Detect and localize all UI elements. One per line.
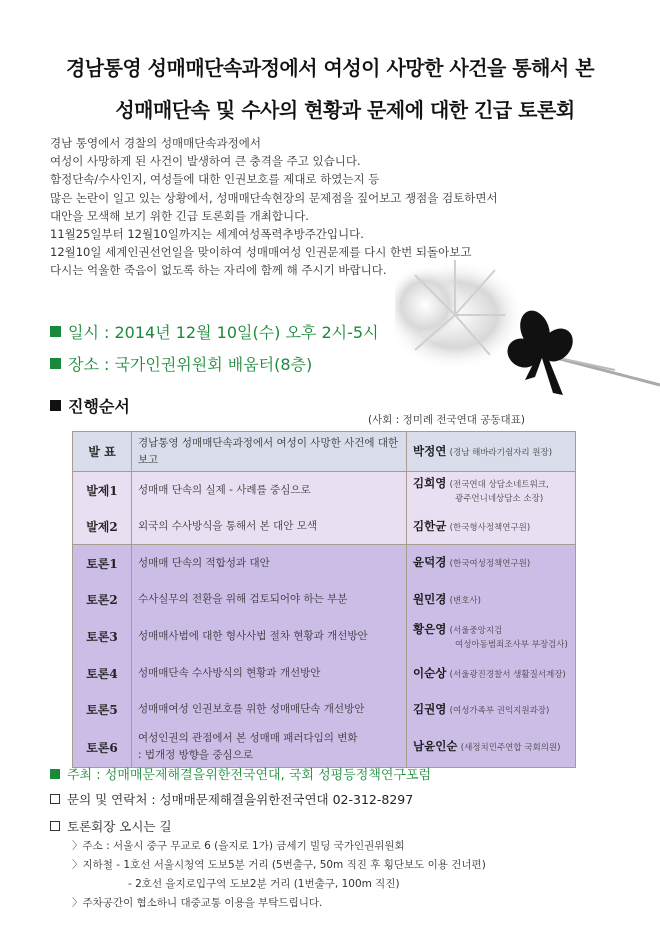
row-speaker: 윤덕경 (한국여성정책연구원) bbox=[407, 545, 576, 582]
row-speaker: 박정연 (경남 해바라기쉼자리 원장) bbox=[407, 432, 576, 472]
row-speaker: 김권영 (여성가족부 권익지원과장) bbox=[407, 692, 576, 728]
row-label: 발제2 bbox=[73, 510, 132, 545]
intro-line: 여성이 사망하게 된 사건이 발생하여 큰 충격을 주고 있습니다. bbox=[50, 154, 361, 169]
row-label: 발 표 bbox=[73, 432, 132, 472]
moderator-note: (사회 : 정미례 전국연대 공동대표) bbox=[368, 414, 525, 426]
empty-box-bullet-icon bbox=[50, 794, 60, 804]
empty-box-bullet-icon bbox=[50, 821, 60, 831]
event-date: 일시 : 2014년 12월 10일(수) 오후 2시-5시 bbox=[50, 320, 379, 343]
table-row bbox=[73, 582, 576, 618]
row-topic: 외국의 수사방식을 통해서 본 대안 모색 bbox=[132, 510, 407, 545]
intro-paragraph bbox=[50, 134, 498, 280]
row-speaker: 김희영 (전국연대 상담소네트워크, 광주언니네상담소 소장) bbox=[407, 472, 576, 510]
row-topic: 수사실무의 전환을 위해 검토되어야 하는 부분 bbox=[132, 582, 407, 618]
intro-line: 12월10일 세계인권선언일을 맞이하여 성매매여성 인권문제를 다시 한번 되돌아보고 bbox=[50, 245, 472, 260]
intro-line: 11월25일부터 12월10일까지는 세계여성폭력추방주간입니다. bbox=[50, 227, 364, 242]
green-square-bullet-icon bbox=[50, 769, 60, 779]
row-speaker: 이순상 (서울광진경찰서 생활질서계장) bbox=[407, 656, 576, 692]
title-line-2: 성매매단속 및 수사의 현황과 문제에 대한 긴급 토론회 bbox=[115, 98, 575, 122]
table-row bbox=[73, 510, 576, 545]
row-label: 토론5 bbox=[73, 692, 132, 728]
table-row bbox=[73, 432, 576, 472]
table-row bbox=[73, 728, 576, 768]
table-row bbox=[73, 545, 576, 582]
row-label: 발제1 bbox=[73, 472, 132, 510]
row-label: 토론3 bbox=[73, 618, 132, 656]
row-label: 토론6 bbox=[73, 728, 132, 768]
row-topic: 성매매사범에 대한 형사사법 절차 현황과 개선방안 bbox=[132, 618, 407, 656]
program-heading: 진행순서 bbox=[50, 394, 130, 417]
table-row bbox=[73, 472, 576, 510]
table-row bbox=[73, 656, 576, 692]
row-label: 토론4 bbox=[73, 656, 132, 692]
row-topic: 성매매여성 인권보호를 위한 성매매단속 개선방안 bbox=[132, 692, 407, 728]
title-line-1: 경남통영 성매매단속과정에서 여성이 사망한 사건을 통해서 본 bbox=[65, 56, 595, 80]
row-topic: 여성인권의 관점에서 본 성매매 패러다임의 변화 : 법개정 방향을 중심으로 bbox=[132, 728, 407, 768]
row-speaker: 남윤인순 (새정치민주연합 국회의원) bbox=[407, 728, 576, 768]
intro-line: 다시는 억울한 죽음이 없도록 하는 자리에 함께 해 주시기 바랍니다. bbox=[50, 263, 387, 278]
subway-line-1: 〉지하철 - 1호선 서울시청역 도보5분 거리 (5번출구, 50m 직진 후 횡단보도 이용 건너편) bbox=[72, 859, 486, 871]
venue-address: 〉주소 : 서울시 중구 무교로 6 (을지로 1가) 금세기 빌딩 국가인권위원회 bbox=[72, 840, 405, 852]
venue-heading: 토론회장 오시는 길 bbox=[50, 817, 172, 835]
table-row bbox=[73, 692, 576, 728]
intro-line: 대안을 모색해 보기 위한 긴급 토론회를 개최합니다. bbox=[50, 208, 309, 223]
row-topic: 경남통영 성매매단속과정에서 여성이 사망한 사건에 대한 보고 bbox=[132, 432, 407, 472]
intro-line: 함정단속/수사인지, 여성들에 대한 인권보호를 제대로 하였는지 등 bbox=[50, 172, 380, 187]
row-label: 토론2 bbox=[73, 582, 132, 618]
parking-note: 〉주차공간이 협소하니 대중교통 이용을 부탁드립니다. bbox=[72, 897, 323, 909]
contact-info: 문의 및 연락처 : 성매매문제해결을위한전국연대 02-312-8297 bbox=[50, 790, 413, 808]
green-square-bullet-icon bbox=[50, 358, 61, 369]
subway-line-2: - 2호선 을지로입구역 도보2분 거리 (1번출구, 100m 직진) bbox=[128, 878, 400, 890]
row-speaker: 황은영 (서울중앙지검 여성아동범죄조사부 부장검사) bbox=[407, 618, 576, 656]
row-speaker: 김한균 (한국형사정책연구원) bbox=[407, 510, 576, 545]
event-location: 장소 : 국가인권위원회 배움터(8층) bbox=[50, 352, 312, 375]
black-square-bullet-icon bbox=[50, 400, 61, 411]
row-topic: 성매매단속 수사방식의 현황과 개선방안 bbox=[132, 656, 407, 692]
intro-line: 많은 논란이 일고 있는 상황에서, 성매매단속현장의 문제점을 짚어보고 쟁점을 검토하면서 bbox=[50, 190, 498, 205]
intro-line: 경남 통영에서 경찰의 성매매단속과정에서 bbox=[50, 136, 261, 150]
row-speaker: 원민경 (변호사) bbox=[407, 582, 576, 618]
host-organizers: 주최 : 성매매문제해결을위한전국연대, 국회 성평등정책연구포럼 bbox=[50, 764, 431, 783]
green-square-bullet-icon bbox=[50, 326, 61, 337]
program-table bbox=[72, 431, 576, 768]
row-topic: 성매매 단속의 적합성과 대안 bbox=[132, 545, 407, 582]
table-row bbox=[73, 618, 576, 656]
row-topic: 성매매 단속의 실제 - 사례를 중심으로 bbox=[132, 472, 407, 510]
row-label: 토론1 bbox=[73, 545, 132, 582]
